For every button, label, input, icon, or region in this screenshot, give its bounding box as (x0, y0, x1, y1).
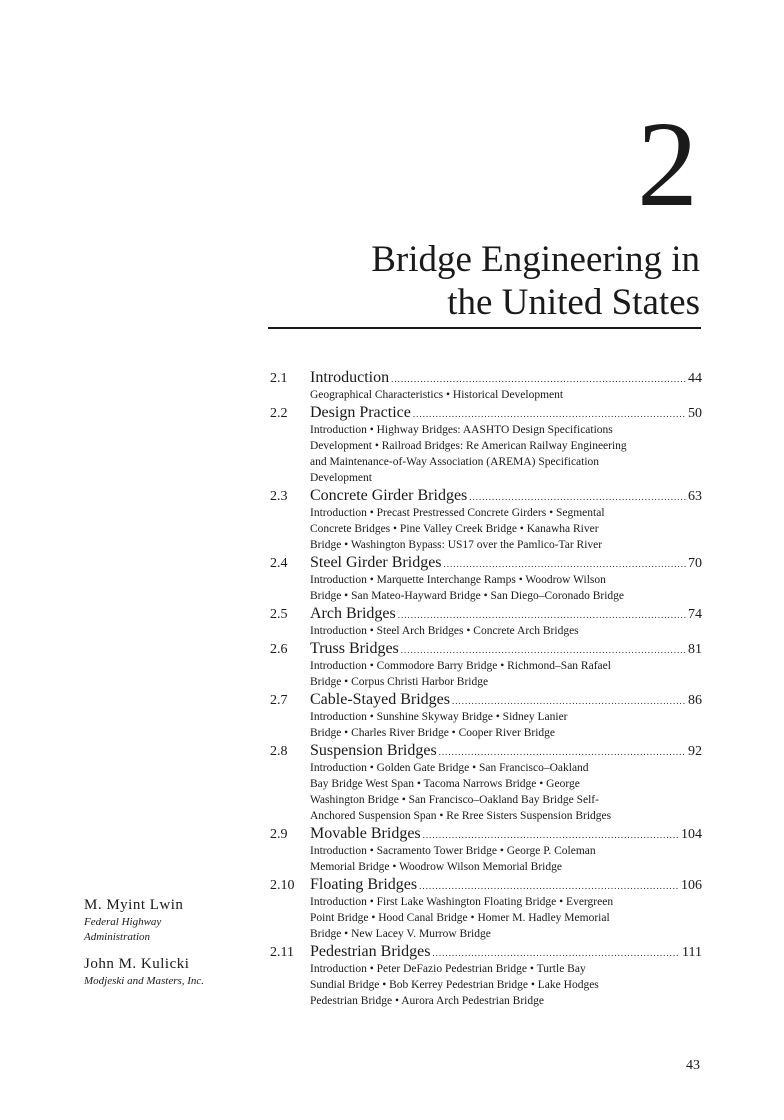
toc-entry-heading (270, 742, 702, 760)
author-affiliation: Administration (84, 931, 151, 943)
chapter-title-line-2: the United States (447, 282, 700, 323)
section-page: 74 (688, 607, 702, 622)
dot-leader (419, 877, 679, 895)
toc-entry (270, 876, 702, 942)
toc-entry (270, 369, 702, 403)
section-number: 2.10 (270, 878, 295, 893)
section-title: Movable Bridges (310, 825, 421, 842)
subsection-line: Bridge • San Mateo-Hayward Bridge • San Diego–Coronado Bridge (310, 590, 625, 602)
toc-entry-heading (270, 404, 702, 422)
subsection-line: Bridge • New Lacey V. Murrow Bridge (310, 928, 491, 940)
title-divider (268, 327, 701, 329)
subsection-line: Introduction • Sunshine Skyway Bridge • Sidney Lanier (310, 711, 568, 723)
subsection-line: Geographical Characteristics • Historical Development (310, 389, 564, 401)
dot-leader (391, 370, 686, 388)
subsection-line: Bridge • Charles River Bridge • Cooper River Bridge (310, 727, 556, 739)
section-title: Suspension Bridges (310, 742, 437, 759)
toc-entry-heading (270, 554, 702, 572)
section-page: 50 (688, 406, 702, 421)
author-block (84, 896, 254, 989)
section-title: Truss Bridges (310, 640, 399, 657)
subsection-line: Development (310, 472, 372, 484)
chapter-title (260, 238, 700, 324)
section-page: 70 (688, 556, 702, 571)
subsection-line: Concrete Bridges • Pine Valley Creek Bridge • Kanawha River (310, 523, 599, 535)
dot-leader (401, 641, 686, 659)
section-number: 2.11 (270, 945, 294, 960)
chapter-title-line-1: Bridge Engineering in (371, 239, 700, 280)
dot-leader (423, 826, 679, 844)
toc-entry (270, 691, 702, 741)
subsection-line: Introduction • Highway Bridges: AASHTO Design Specifications (310, 424, 613, 436)
section-number: 2.8 (270, 744, 288, 759)
section-page: 111 (682, 945, 702, 960)
subsection-line: Introduction • Golden Gate Bridge • San Francisco–Oakland (310, 762, 589, 774)
subsection-line: and Maintenance-of-Way Association (AREMA) Specification (310, 456, 600, 468)
section-number: 2.2 (270, 406, 288, 421)
subsection-line: Introduction • Steel Arch Bridges • Concrete Arch Bridges (310, 625, 579, 637)
section-number: 2.7 (270, 693, 288, 708)
subsection-line: Introduction • First Lake Washington Floating Bridge • Evergreen (310, 896, 614, 908)
toc-entry (270, 554, 702, 604)
dot-leader (413, 405, 686, 423)
section-page: 106 (681, 878, 702, 893)
author (84, 955, 254, 989)
toc-entry-heading (270, 691, 702, 709)
page-number: 43 (686, 1058, 700, 1073)
section-page: 81 (688, 642, 702, 657)
subsection-line: Introduction • Sacramento Tower Bridge • George P. Coleman (310, 845, 596, 857)
section-title: Floating Bridges (310, 876, 418, 893)
section-number: 2.6 (270, 642, 288, 657)
subsection-line: Bay Bridge West Span • Tacoma Narrows Bridge • George (310, 778, 580, 790)
subsection-line: Sundial Bridge • Bob Kerrey Pedestrian Bridge • Lake Hodges (310, 979, 599, 991)
section-title: Arch Bridges (310, 605, 396, 622)
toc-entry-heading (270, 825, 702, 843)
section-number: 2.3 (270, 489, 288, 504)
dot-leader (469, 488, 686, 506)
toc-entry (270, 605, 702, 639)
chapter-number: 2 (637, 97, 698, 232)
toc-entry-heading (270, 487, 702, 505)
toc-entry-heading (270, 640, 702, 658)
section-title: Concrete Girder Bridges (310, 487, 468, 504)
section-title: Cable-Stayed Bridges (310, 691, 450, 708)
section-number: 2.5 (270, 607, 288, 622)
section-title: Introduction (310, 369, 390, 386)
subsection-line: Bridge • Corpus Christi Harbor Bridge (310, 676, 489, 688)
subsection-line: Introduction • Marquette Interchange Ramps • Woodrow Wilson (310, 574, 606, 586)
dot-leader (444, 555, 686, 573)
dot-leader (452, 692, 686, 710)
toc-entry-heading (270, 876, 702, 894)
toc-entry-heading (270, 369, 702, 387)
subsection-line: Bridge • Washington Bypass: US17 over the Pamlico-Tar River (310, 539, 603, 551)
subsection-line: Memorial Bridge • Woodrow Wilson Memorial Bridge (310, 861, 562, 873)
table-of-contents (270, 369, 702, 1010)
subsection-line: Introduction • Commodore Barry Bridge • Richmond–San Rafael (310, 660, 611, 672)
toc-entry (270, 943, 702, 1009)
section-title: Pedestrian Bridges (310, 943, 431, 960)
section-page: 86 (688, 693, 702, 708)
section-number: 2.9 (270, 827, 288, 842)
section-page: 104 (681, 827, 702, 842)
dot-leader (432, 944, 680, 962)
section-number: 2.1 (270, 371, 288, 386)
author-affiliation: Federal Highway (84, 916, 162, 928)
author (84, 896, 254, 945)
section-title: Steel Girder Bridges (310, 554, 442, 571)
subsection-line: Introduction • Precast Prestressed Concrete Girders • Segmental (310, 507, 605, 519)
section-page: 63 (688, 489, 702, 504)
subsection-line: Introduction • Peter DeFazio Pedestrian Bridge • Turtle Bay (310, 963, 586, 975)
dot-leader (398, 606, 686, 624)
toc-entry (270, 487, 702, 553)
subsection-line: Washington Bridge • San Francisco–Oakland Bay Bridge Self- (310, 794, 599, 806)
toc-entry-heading (270, 943, 702, 961)
toc-entry-heading (270, 605, 702, 623)
section-title: Design Practice (310, 404, 411, 421)
toc-entry (270, 742, 702, 824)
dot-leader (439, 743, 686, 761)
section-number: 2.4 (270, 556, 288, 571)
section-page: 92 (688, 744, 702, 759)
author-name: John M. Kulicki (84, 956, 190, 972)
subsection-line: Anchored Suspension Span • Re Rree Sisters Suspension Bridges (310, 810, 612, 822)
subsection-line: Development • Railroad Bridges: Re American Railway Engineering (310, 440, 627, 452)
section-page: 44 (688, 371, 702, 386)
subsection-line: Pedestrian Bridge • Aurora Arch Pedestrian Bridge (310, 995, 544, 1007)
subsection-line: Point Bridge • Hood Canal Bridge • Homer M. Hadley Memorial (310, 912, 610, 924)
author-affiliation: Modjeski and Masters, Inc. (84, 975, 205, 987)
author-name: M. Myint Lwin (84, 897, 184, 913)
toc-entry (270, 825, 702, 875)
toc-entry (270, 640, 702, 690)
toc-entry (270, 404, 702, 486)
